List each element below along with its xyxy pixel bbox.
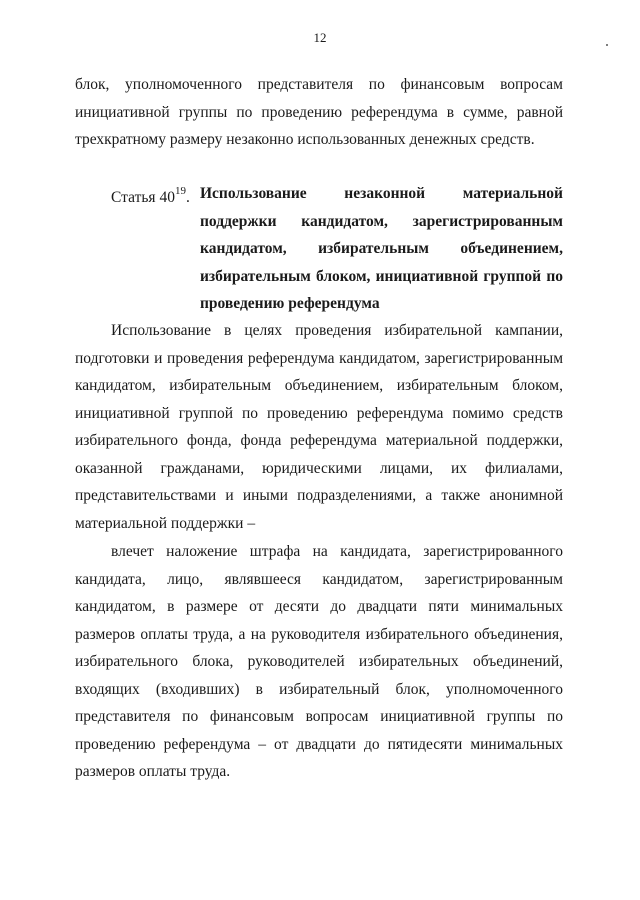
article-label-word: Статья <box>111 189 156 207</box>
intro-paragraph: блок, уполномоченного представителя по финансовым вопросам инициативной группы по проведению референдума в сумме, равной трехкратному размеру незаконно использованных денежных средств. <box>75 76 563 148</box>
article-title: Использование незаконной материальной поддержки кандидатом, зарегистрированным кандидатом, избирательным объединением, избирательным блоком, инициативной группой по проведению референдума <box>200 185 563 312</box>
article-heading <box>111 180 563 318</box>
article-number-base: 40 <box>159 189 175 207</box>
article-number-superscript: 19 <box>174 185 186 197</box>
penalty-paragraph: влечет наложение штрафа на кандидата, зарегистрированного кандидата, лицо, являвшееся кандидатом, зарегистрированным кандидатом, в размере от десяти до двадцати пяти минимальных размеров оплаты труда, а на руководителя избирательного объединения, избирательного блока, руководителей избирательных объединений, входящих (входивших) в избирательный блок, уполномоченного представителя по финансовым вопросам инициативной группы по проведению референдума – от двадцати до пятидесяти минимальных размеров оплаты труда. <box>75 543 563 780</box>
page-number: 12 <box>313 30 327 45</box>
main-paragraph: Использование в целях проведения избирательной кампании, подготовки и проведения референдума кандидатом, зарегистрированным кандидатом, избирательным объединением, избирательным блоком, инициативной группой по проведению референдума помимо средств избирательного фонда, фонда референдума материальной поддержки, оказанной гражданами, юридическими лицами, их филиалами, представительствами и иными подразделениями, а также анонимной материальной поддержки – <box>75 322 563 532</box>
article-number <box>159 185 186 207</box>
scan-speck <box>606 44 608 46</box>
article-label: Статья $40^{19}$. <box>111 185 190 207</box>
